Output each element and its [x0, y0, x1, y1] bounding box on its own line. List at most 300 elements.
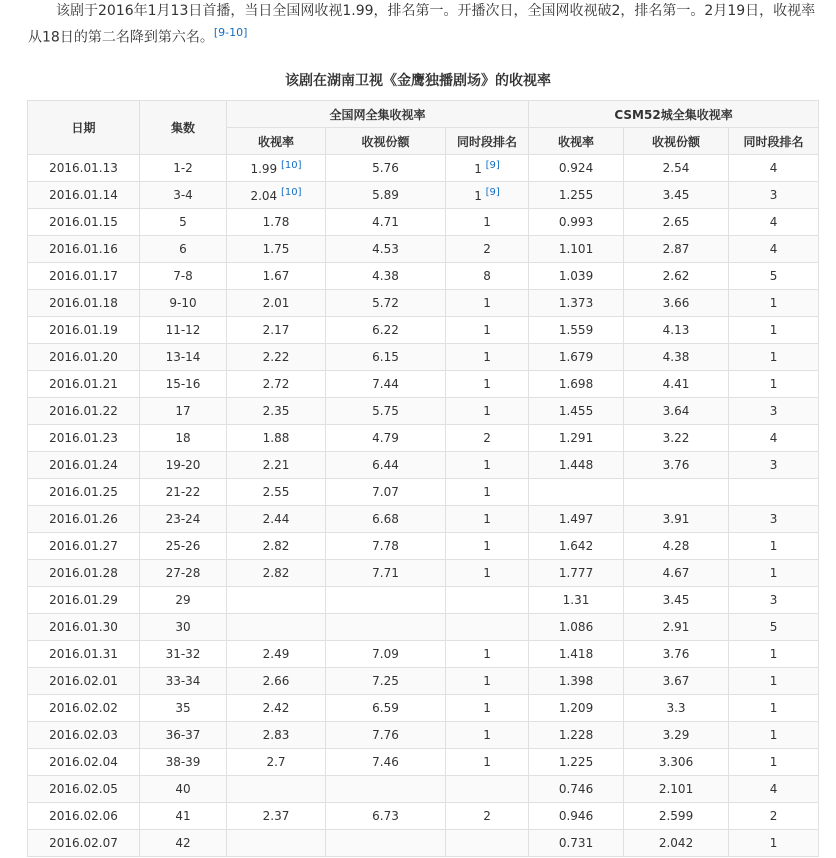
cell-csm-rating-value: 1.225	[558, 755, 594, 769]
cell-date-value: 2016.01.15	[49, 215, 118, 229]
cell-csm-rank-value: 1	[769, 647, 778, 661]
cell-national-rank-value: 8	[483, 269, 491, 283]
cell-national-rating-value: 2.17	[262, 323, 290, 337]
cell-csm-rank	[729, 533, 819, 560]
cell-csm-share-value: 4.28	[662, 539, 690, 553]
cell-national-share-value: 4.71	[372, 215, 399, 229]
cell-national-rank-value: 2	[483, 809, 491, 823]
cell-national-share	[326, 263, 446, 290]
cell-date	[28, 236, 140, 263]
cell-csm-rating-value: 0.993	[558, 215, 594, 229]
cell-csm-rank	[729, 425, 819, 452]
cell-csm-share-value: 2.599	[658, 809, 694, 823]
cell-csm-rank	[729, 803, 819, 830]
cell-csm-rating-value: 0.746	[558, 782, 594, 796]
cell-national-share	[326, 479, 446, 506]
cell-csm-rating	[529, 182, 624, 209]
cell-csm-rank	[729, 587, 819, 614]
cell-csm-rank-value: 1	[769, 566, 778, 580]
cell-national-rank	[446, 425, 529, 452]
cell-csm-share-value: 4.67	[662, 566, 690, 580]
header-group-national: 全国网全集收视率	[227, 101, 529, 128]
cell-national-rating-value: 1.99	[250, 162, 278, 176]
cell-episodes-value: 3-4	[173, 188, 193, 202]
cell-national-share-value: 7.25	[372, 674, 399, 688]
cell-csm-rating-value: 1.039	[558, 269, 594, 283]
cell-date	[28, 398, 140, 425]
cell-episodes	[140, 344, 227, 371]
table-row	[28, 749, 819, 776]
cell-national-rank-value: 1	[474, 162, 482, 176]
cell-date-value: 2016.02.06	[49, 809, 118, 823]
header-csm-rating: 收视率	[529, 128, 624, 155]
cell-csm-share	[624, 560, 729, 587]
cell-national-share	[326, 668, 446, 695]
cell-national-rating-value: 2.7	[266, 755, 286, 769]
table-body	[28, 155, 819, 857]
cell-national-rank-value: 1	[483, 296, 491, 310]
cell-date	[28, 209, 140, 236]
cell-national-share	[326, 830, 446, 857]
cell-episodes-value: 27-28	[165, 566, 201, 580]
cell-national-rating	[227, 425, 326, 452]
cell-national-rank	[446, 398, 529, 425]
cell-date-value: 2016.01.18	[49, 296, 118, 310]
cell-national-rank	[446, 209, 529, 236]
cell-national-share-value: 6.59	[372, 701, 399, 715]
cell-date	[28, 641, 140, 668]
cell-csm-share-value: 3.76	[662, 458, 690, 472]
intro-text: 该剧于2016年1月13日首播，当日全国网收视1.99，排名第一。开播次日，全国网收视破2，排名第一。2月19日，收视率从18日的第二名降到第六名。	[28, 3, 816, 46]
cell-national-share-value: 6.44	[372, 458, 399, 472]
cell-national-rating	[227, 587, 326, 614]
cell-date-value: 2016.02.04	[49, 755, 118, 769]
citation-link[interactable]: [10]	[281, 187, 302, 198]
cell-date	[28, 344, 140, 371]
cell-national-rating-value: 2.01	[262, 296, 290, 310]
cell-national-rank	[446, 317, 529, 344]
cell-national-rank	[446, 776, 529, 803]
cell-csm-share	[624, 209, 729, 236]
cell-episodes-value: 5	[179, 215, 187, 229]
table-row	[28, 560, 819, 587]
cell-csm-share	[624, 803, 729, 830]
cell-national-rank-value: 1	[483, 539, 491, 553]
cell-date	[28, 155, 140, 182]
cell-national-share-value: 7.71	[372, 566, 399, 580]
cell-csm-rating	[529, 344, 624, 371]
cell-date	[28, 614, 140, 641]
cell-episodes	[140, 452, 227, 479]
cell-date	[28, 182, 140, 209]
cell-episodes	[140, 290, 227, 317]
cell-csm-share	[624, 533, 729, 560]
cell-csm-rank-value: 3	[769, 512, 778, 526]
cell-csm-rating-value: 1.291	[558, 431, 594, 445]
cell-csm-rating	[529, 641, 624, 668]
cell-csm-rating	[529, 533, 624, 560]
ratings-table	[27, 100, 819, 857]
cell-national-rating	[227, 344, 326, 371]
cell-national-share	[326, 236, 446, 263]
cell-national-rank-value: 1	[483, 755, 491, 769]
table-row	[28, 722, 819, 749]
cell-date	[28, 587, 140, 614]
cell-national-share-value: 5.72	[372, 296, 399, 310]
cell-csm-rank	[729, 776, 819, 803]
cell-csm-rank	[729, 830, 819, 857]
cell-csm-rank-value: 4	[769, 782, 778, 796]
cell-national-rank-value: 1	[483, 728, 491, 742]
cell-csm-share	[624, 695, 729, 722]
cell-national-rating	[227, 155, 326, 182]
cell-csm-rank-value: 4	[769, 161, 778, 175]
cell-csm-rank-value: 3	[769, 404, 778, 418]
cell-national-share	[326, 695, 446, 722]
cell-episodes	[140, 263, 227, 290]
cell-csm-rank-value: 5	[769, 269, 778, 283]
cell-national-rank	[446, 533, 529, 560]
cell-national-rating-value: 2.72	[262, 377, 290, 391]
table-row	[28, 155, 819, 182]
cell-national-share-value: 4.38	[372, 269, 399, 283]
cell-csm-rating	[529, 425, 624, 452]
cell-episodes-value: 6	[179, 242, 187, 256]
table-row	[28, 533, 819, 560]
cell-national-rank	[446, 155, 529, 182]
cell-episodes-value: 31-32	[165, 647, 201, 661]
cell-csm-rank	[729, 722, 819, 749]
cell-episodes	[140, 182, 227, 209]
cell-csm-rank-value: 1	[769, 296, 778, 310]
cell-national-rating-value: 1.78	[262, 215, 290, 229]
cell-national-share-value: 7.76	[372, 728, 399, 742]
cell-episodes	[140, 533, 227, 560]
cell-episodes	[140, 317, 227, 344]
citation-link[interactable]: [10]	[281, 160, 302, 171]
cell-date	[28, 830, 140, 857]
cell-csm-rank	[729, 290, 819, 317]
table-row	[28, 182, 819, 209]
cell-date-value: 2016.02.01	[49, 674, 118, 688]
cell-national-rating-value: 2.83	[262, 728, 290, 742]
cell-national-share-value: 7.78	[372, 539, 399, 553]
cell-episodes-value: 1-2	[173, 161, 193, 175]
cell-csm-rank-value: 4	[769, 242, 778, 256]
cell-csm-rating-value: 1.398	[558, 674, 594, 688]
cell-date-value: 2016.02.05	[49, 782, 118, 796]
cell-csm-share	[624, 587, 729, 614]
cell-national-rating	[227, 479, 326, 506]
cell-csm-rank-value: 4	[769, 215, 778, 229]
cell-csm-share-value: 4.38	[662, 350, 690, 364]
table-row	[28, 614, 819, 641]
citation-link[interactable]: [9]	[485, 160, 500, 171]
cell-csm-rank	[729, 560, 819, 587]
cell-csm-rating	[529, 290, 624, 317]
cell-episodes	[140, 236, 227, 263]
cell-national-share	[326, 614, 446, 641]
cell-national-rank	[446, 803, 529, 830]
cell-national-share	[326, 155, 446, 182]
cell-date-value: 2016.01.19	[49, 323, 118, 337]
cell-national-rating	[227, 263, 326, 290]
cell-date-value: 2016.01.17	[49, 269, 118, 283]
cell-national-rank-value: 1	[483, 323, 491, 337]
cell-national-rating-value: 1.67	[262, 269, 290, 283]
cell-date-value: 2016.01.26	[49, 512, 118, 526]
cell-national-rank	[446, 641, 529, 668]
cell-national-rank	[446, 263, 529, 290]
cell-csm-share	[624, 263, 729, 290]
cell-episodes-value: 9-10	[169, 296, 197, 310]
cell-csm-rating-value: 1.777	[558, 566, 594, 580]
cell-csm-rank-value: 1	[769, 728, 778, 742]
cell-csm-rank	[729, 155, 819, 182]
cell-national-rating-value: 2.82	[262, 566, 290, 580]
cell-csm-share	[624, 830, 729, 857]
cell-episodes	[140, 587, 227, 614]
cell-csm-rank-value: 2	[769, 809, 778, 823]
cell-national-share	[326, 506, 446, 533]
header-national-rating: 收视率	[227, 128, 326, 155]
cell-csm-rank-value: 1	[769, 755, 778, 769]
cell-episodes-value: 25-26	[165, 539, 201, 553]
cell-national-rank-value: 1	[483, 512, 491, 526]
cell-csm-share	[624, 371, 729, 398]
cell-episodes-value: 42	[175, 836, 191, 850]
cell-national-rank-value: 2	[483, 431, 491, 445]
cell-csm-share	[624, 290, 729, 317]
cell-national-share-value: 6.73	[372, 809, 399, 823]
cell-episodes-value: 19-20	[165, 458, 201, 472]
table-row	[28, 803, 819, 830]
cell-csm-rating	[529, 371, 624, 398]
table-row	[28, 506, 819, 533]
cell-csm-rating	[529, 506, 624, 533]
cell-national-share	[326, 398, 446, 425]
cell-csm-rating	[529, 155, 624, 182]
cell-date-value: 2016.01.21	[49, 377, 118, 391]
cell-national-rank	[446, 290, 529, 317]
cell-national-rating-value: 2.44	[262, 512, 290, 526]
cell-date-value: 2016.01.29	[49, 593, 118, 607]
cell-episodes-value: 17	[175, 404, 191, 418]
header-group-csm52: CSM52城全集收视率	[529, 101, 819, 128]
cell-csm-rank	[729, 641, 819, 668]
header-national-share: 收视份额	[326, 128, 446, 155]
cell-national-share-value: 6.68	[372, 512, 399, 526]
cell-csm-rating	[529, 695, 624, 722]
cell-national-rating	[227, 560, 326, 587]
cell-national-rank	[446, 614, 529, 641]
cell-national-share-value: 7.46	[372, 755, 399, 769]
cell-date	[28, 479, 140, 506]
cell-national-rank-value: 1	[483, 215, 491, 229]
cell-episodes	[140, 803, 227, 830]
cell-date	[28, 290, 140, 317]
cell-csm-share	[624, 722, 729, 749]
cell-episodes-value: 41	[175, 809, 191, 823]
cell-csm-share	[624, 479, 729, 506]
cell-date-value: 2016.02.02	[49, 701, 118, 715]
cell-episodes-value: 35	[175, 701, 191, 715]
cell-csm-share-value: 3.67	[662, 674, 690, 688]
cell-csm-share-value: 3.64	[662, 404, 690, 418]
cell-episodes-value: 33-34	[165, 674, 201, 688]
cell-csm-share-value: 3.45	[662, 593, 690, 607]
cell-csm-rank-value: 3	[769, 458, 778, 472]
cell-episodes-value: 30	[175, 620, 191, 634]
cell-national-share	[326, 533, 446, 560]
citation-link[interactable]: [9]	[485, 187, 500, 198]
cell-date-value: 2016.01.20	[49, 350, 118, 364]
cell-csm-share	[624, 614, 729, 641]
cell-csm-rank	[729, 749, 819, 776]
table-caption: 该剧在湖南卫视《金鹰独播剧场》的收视率	[285, 73, 551, 89]
cell-national-share-value: 4.53	[372, 242, 399, 256]
cell-episodes-value: 13-14	[165, 350, 201, 364]
cell-csm-rating	[529, 236, 624, 263]
table-row	[28, 236, 819, 263]
cell-csm-rating-value: 1.455	[558, 404, 594, 418]
cell-national-rating	[227, 749, 326, 776]
cell-national-share	[326, 290, 446, 317]
cell-date-value: 2016.01.27	[49, 539, 118, 553]
cell-national-share	[326, 560, 446, 587]
cell-national-rating-value: 2.42	[262, 701, 290, 715]
cell-date	[28, 695, 140, 722]
cell-csm-rating	[529, 803, 624, 830]
cell-csm-rank	[729, 209, 819, 236]
cell-csm-rating-value: 0.731	[558, 836, 594, 850]
cell-date-value: 2016.01.31	[49, 647, 118, 661]
cell-national-rank	[446, 452, 529, 479]
cell-csm-share-value: 3.22	[662, 431, 690, 445]
cell-csm-share	[624, 317, 729, 344]
cell-national-rating	[227, 209, 326, 236]
cell-csm-rating	[529, 209, 624, 236]
cell-date	[28, 263, 140, 290]
cell-date	[28, 371, 140, 398]
cell-csm-share-value: 2.87	[662, 242, 690, 256]
cell-csm-rank	[729, 506, 819, 533]
cell-csm-share-value: 2.042	[658, 836, 694, 850]
cell-csm-share	[624, 749, 729, 776]
cell-csm-rating-value: 1.209	[558, 701, 594, 715]
cell-national-rating-value: 2.49	[262, 647, 290, 661]
cell-csm-share-value: 2.62	[662, 269, 690, 283]
cell-date	[28, 317, 140, 344]
cell-national-share	[326, 722, 446, 749]
cell-csm-rank-value: 1	[769, 674, 778, 688]
cell-episodes	[140, 614, 227, 641]
cell-national-rating	[227, 830, 326, 857]
cell-national-rating	[227, 290, 326, 317]
cell-csm-rank	[729, 614, 819, 641]
cell-date	[28, 803, 140, 830]
cell-episodes	[140, 155, 227, 182]
cell-csm-share	[624, 641, 729, 668]
cell-national-share	[326, 209, 446, 236]
cell-national-share	[326, 182, 446, 209]
cell-episodes-value: 29	[175, 593, 191, 607]
cell-national-rank-value: 1	[483, 647, 491, 661]
cell-episodes	[140, 776, 227, 803]
cell-national-share-value: 5.89	[372, 188, 399, 202]
cell-date-value: 2016.01.16	[49, 242, 118, 256]
cell-date	[28, 560, 140, 587]
cell-national-rank	[446, 668, 529, 695]
cell-csm-share	[624, 155, 729, 182]
table-row	[28, 776, 819, 803]
intro-citation-link[interactable]: [9-10]	[213, 26, 248, 39]
header-date: 日期	[28, 101, 140, 155]
cell-national-rating-value: 2.82	[262, 539, 290, 553]
cell-national-rank-value: 1	[483, 350, 491, 364]
cell-national-share-value: 5.76	[372, 161, 399, 175]
cell-episodes-value: 40	[175, 782, 191, 796]
cell-csm-rank	[729, 182, 819, 209]
cell-csm-share	[624, 668, 729, 695]
cell-national-rank	[446, 371, 529, 398]
cell-csm-rank	[729, 263, 819, 290]
cell-date-value: 2016.01.13	[49, 161, 118, 175]
cell-national-rating-value: 2.37	[262, 809, 290, 823]
cell-csm-share	[624, 776, 729, 803]
cell-national-rating	[227, 695, 326, 722]
cell-episodes	[140, 641, 227, 668]
cell-date-value: 2016.02.03	[49, 728, 118, 742]
cell-national-rank	[446, 830, 529, 857]
cell-csm-rank	[729, 236, 819, 263]
cell-csm-rating	[529, 452, 624, 479]
cell-national-share	[326, 776, 446, 803]
cell-csm-rating-value: 1.698	[558, 377, 594, 391]
cell-csm-rank	[729, 479, 819, 506]
table-row	[28, 641, 819, 668]
cell-csm-rank	[729, 344, 819, 371]
cell-episodes-value: 36-37	[165, 728, 201, 742]
cell-episodes	[140, 425, 227, 452]
cell-csm-share-value: 2.101	[658, 782, 694, 796]
cell-national-rating-value: 2.22	[262, 350, 290, 364]
cell-date-value: 2016.02.07	[49, 836, 118, 850]
cell-national-rating	[227, 803, 326, 830]
cell-national-share-value: 6.22	[372, 323, 399, 337]
cell-csm-share-value: 3.76	[662, 647, 690, 661]
cell-national-rank-value: 1	[483, 404, 491, 418]
cell-csm-rating-value: 1.31	[562, 593, 590, 607]
cell-date	[28, 722, 140, 749]
cell-csm-rank-value: 1	[769, 350, 778, 364]
cell-national-rating	[227, 236, 326, 263]
table-row	[28, 317, 819, 344]
cell-national-rating-value: 1.88	[262, 431, 290, 445]
cell-national-rank-value: 1	[483, 674, 491, 688]
cell-csm-rating-value: 1.255	[558, 188, 594, 202]
cell-csm-share-value: 3.3	[666, 701, 686, 715]
cell-national-share	[326, 803, 446, 830]
cell-date	[28, 452, 140, 479]
cell-csm-share	[624, 452, 729, 479]
cell-csm-rank	[729, 398, 819, 425]
cell-national-rank-value: 2	[483, 242, 491, 256]
cell-national-share	[326, 344, 446, 371]
cell-episodes-value: 21-22	[165, 485, 201, 499]
cell-date-value: 2016.01.14	[49, 188, 118, 202]
cell-date	[28, 425, 140, 452]
